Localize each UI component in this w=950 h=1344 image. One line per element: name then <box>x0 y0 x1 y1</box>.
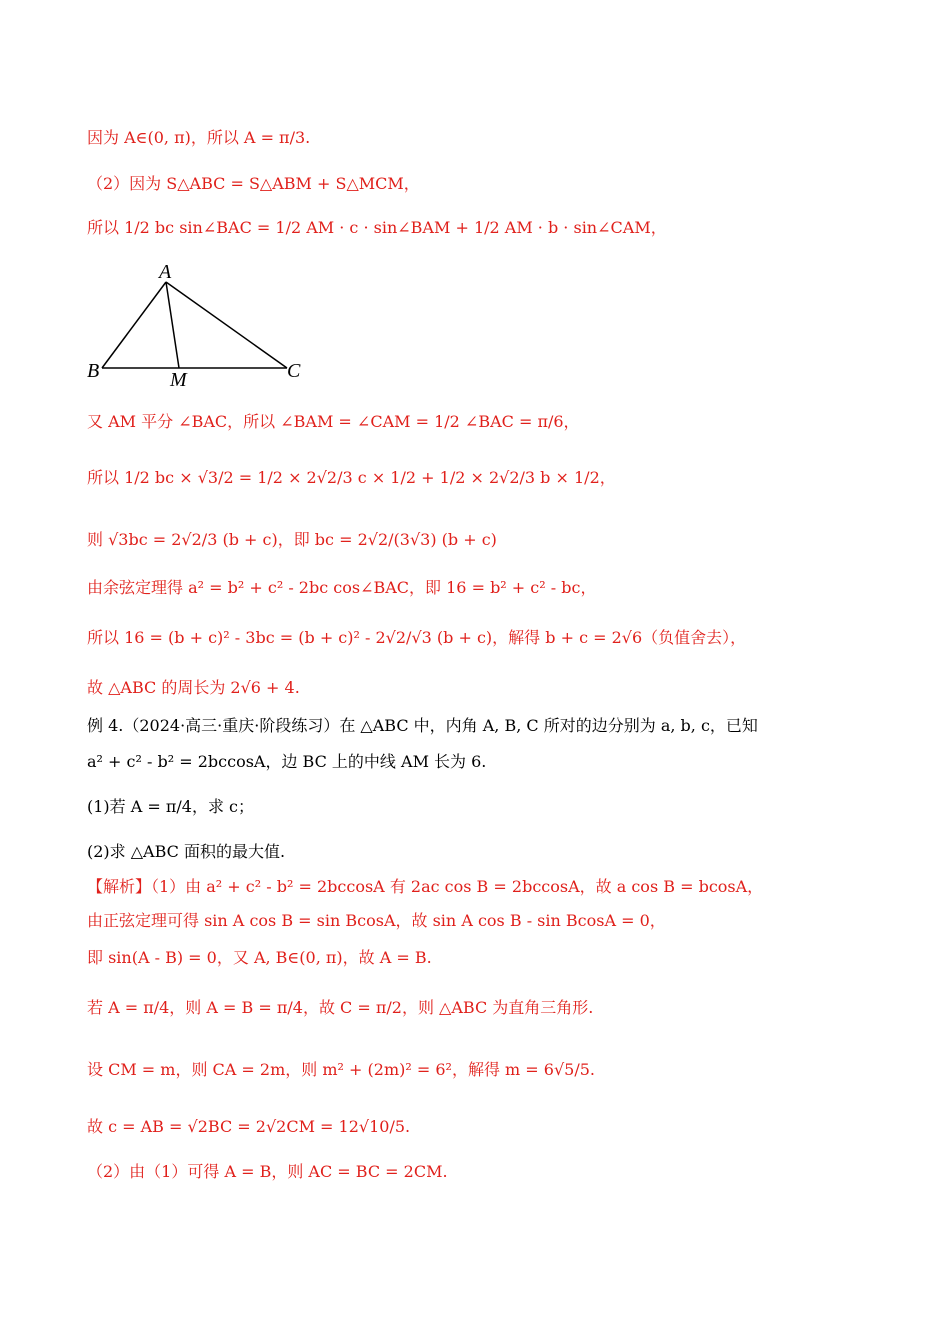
edge-ac <box>166 282 287 368</box>
text-line-6: 则 √3bc = 2√2/3 (b + c)，即 bc = 2√2/(3√3) (b + c) <box>87 530 497 549</box>
median-am <box>166 282 179 368</box>
text-line-5: 所以 1/2 bc × √3/2 = 1/2 × 2√2/3 c × 1/2 + 1/2 × 2√2/3 b × 1/2， <box>87 468 616 487</box>
text-line-15: 由正弦定理可得 sin A cos B = sin BcosA，故 sin A cos B - sin BcosA = 0， <box>87 911 666 930</box>
text-line-10: 例 4.（2024·高三·重庆·阶段练习）在 △ABC 中，内角 A, B, C 所对的边分别为 a, b, c，已知 <box>87 716 758 735</box>
point-label-m: M <box>170 369 187 388</box>
text-line-2: （2）因为 S△ABC = S△ABM + S△MCM， <box>87 174 420 193</box>
text-line-7: 由余弦定理得 a² = b² + c² - 2bc cos∠BAC，即 16 = b² + c² - bc， <box>87 578 597 597</box>
triangle-figure <box>82 258 312 388</box>
vertex-label-a: A <box>159 261 172 283</box>
text-line-1: 因为 A∈(0, π)，所以 A = π/3. <box>87 128 311 147</box>
text-line-13: (2)求 △ABC 面积的最大值. <box>87 842 286 861</box>
text-line-12: (1)若 A = π/4，求 c； <box>87 797 255 816</box>
text-line-8: 所以 16 = (b + c)² - 3bc = (b + c)² - 2√2/√3 (b + c)，解得 b + c = 2√6（负值舍去）， <box>87 628 747 647</box>
text-line-19: 故 c = AB = √2BC = 2√2CM = 12√10/5. <box>87 1117 411 1136</box>
vertex-label-c: C <box>287 360 301 382</box>
text-line-18: 设 CM = m，则 CA = 2m，则 m² + (2m)² = 6²，解得 m = 6√5/5. <box>87 1060 595 1079</box>
text-line-3: 所以 1/2 bc sin∠BAC = 1/2 AM · c · sin∠BAM + 1/2 AM · b · sin∠CAM， <box>87 218 667 237</box>
text-line-11: a² + c² - b² = 2bccosA，边 BC 上的中线 AM 长为 6. <box>87 752 487 771</box>
text-line-16: 即 sin(A - B) = 0，又 A, B∈(0, π)，故 A = B. <box>87 948 432 967</box>
edge-ab <box>102 282 166 368</box>
text-line-4: 又 AM 平分 ∠BAC，所以 ∠BAM = ∠CAM = 1/2 ∠BAC = π/6， <box>87 412 580 431</box>
vertex-label-b: B <box>87 360 100 382</box>
text-line-20: （2）由（1）可得 A = B，则 AC = BC = 2CM. <box>87 1162 448 1181</box>
text-line-17: 若 A = π/4，则 A = B = π/4，故 C = π/2，则 △ABC 为直角三角形. <box>87 998 594 1017</box>
text-line-14: 【解析】（1）由 a² + c² - b² = 2bccosA 有 2ac cos B = 2bccosA，故 a cos B = bcosA， <box>87 877 764 896</box>
text-line-9: 故 △ABC 的周长为 2√6 + 4. <box>87 678 300 697</box>
